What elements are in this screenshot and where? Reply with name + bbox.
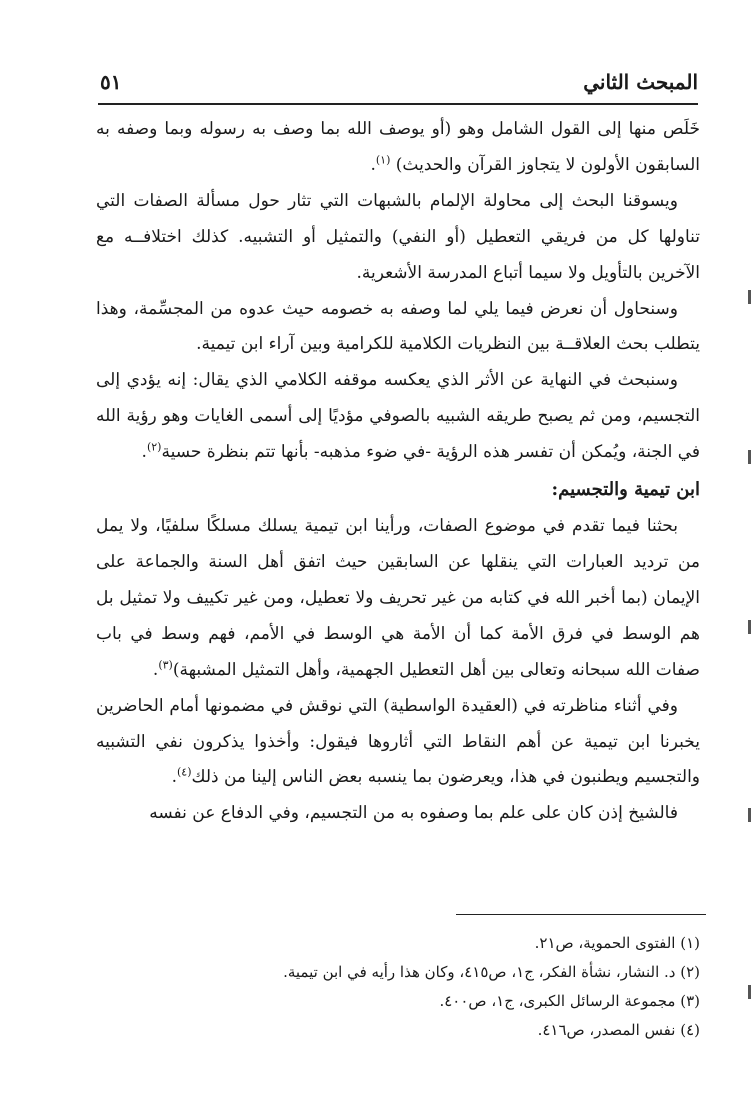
scan-mark (748, 808, 751, 822)
main-text (96, 112, 700, 832)
paragraph-text: وفي أثناء مناظرته في (العقيدة الواسطية) التي نوقش في مضمونها أمام الحاضرين يخبرنا ابن تيمية عن أهم النقاط التي أثاروها فيقول: وأخذوا يذكرون نفي التشبيه والتجسيم ويطنبون في هذا، ويعرضون بما ينسبه بعض الناس إلينا من ذلك (96, 695, 700, 788)
period: . (152, 659, 159, 680)
paragraph (96, 363, 700, 471)
footnote-ref: (٤) (176, 765, 192, 779)
footnote-ref: (١) (375, 153, 391, 167)
paragraph: فالشيخ إذن كان على علم بما وصفوه به من التجسيم، وفي الدفاع عن نفسه (149, 803, 678, 824)
paragraph-text: وسنبحث في النهاية عن الأثر الذي يعكسه موقفه الكلامي الذي يقال: إنه يؤدي إلى التجسيم، ومن ثم يصبح طريقه الشبيه بالصوفي مؤديًا إلى أسمى الغايات وهو رؤية الله في الجنة، ويُمكن أن تفسر هذه الرؤية -في ضوء مذهبه- بأنها تتم بنظرة حسية (96, 370, 700, 463)
paragraph-text: بحثنا فيما تقدم في موضوع الصفات، ورأينا ابن تيمية يسلك مسلكًا سلفيًا، ولا يمل من ترديد العبارات التي ينقلها عن السابقين حيث اتفق أهل السنة والجماعة على الإيمان (بما أخبر الله في كتابه من غير تحريف ولا تعطيل، ومن غير تكييف ولا تمثيل بل هم الوسط في فرق الأمة كما أن الأمة هي الوسط في الأمم، فهم وسط في باب صفات الله سبحانه وتعالى بين أهل التعطيل الجهمية، وأهل التمثيل المشبهة) (96, 516, 700, 680)
footnotes (96, 929, 700, 1045)
footnote-ref: (٢) (146, 440, 162, 454)
scan-mark (748, 620, 751, 634)
period: . (370, 154, 376, 175)
section-title: المبحث الثاني (583, 70, 698, 94)
page-number: ٥١ (100, 70, 122, 94)
footnote-1: (١) الفتوى الحموية، ص٢١. (534, 934, 700, 952)
scan-mark (748, 290, 751, 304)
scan-mark (748, 985, 751, 999)
period: . (171, 767, 177, 788)
footnote-2: (٢) د. النشار، نشأة الفكر، ج١، ص٤١٥، وكان هذا رأيه في ابن تيمية. (283, 963, 700, 981)
paragraph: ويسوقنا البحث إلى محاولة الإلمام بالشبهات التي تثار حول مسألة الصفات التي تناولها كل من فريقي التعطيل (أو النفي) والتمثيل أو التشبيه. كذلك اختلافــه مع الآخرين بالتأويل ولا سيما أتباع المدرسة الأشعرية. (96, 190, 700, 283)
paragraph-text: خَلَص منها إلى القول الشامل وهو (أو يوصف الله بما وصف به رسوله وبما وصفه به السابقون الأولون لا يتجاوز القرآن والحديث) (96, 119, 700, 175)
footnote-3: (٣) مجموعة الرسائل الكبرى، ج١، ص٤٠٠. (439, 992, 700, 1010)
header-rule (98, 103, 698, 105)
paragraph (96, 689, 700, 797)
section-heading: ابن تيمية والتجسيم: (551, 479, 700, 501)
footnote-separator (456, 914, 706, 915)
footnote-ref: (٣) (158, 658, 173, 672)
period: . (141, 442, 147, 463)
paragraph (96, 509, 700, 689)
footnote-4: (٤) نفس المصدر، ص٤١٦. (537, 1021, 700, 1039)
paragraph: وسنحاول أن نعرض فيما يلي لما وصفه به خصومه حيث عدوه من المجسِّمة، وهذا يتطلب بحث العلاقــة بين النظريات الكلامية للكرامية وبين آراء ابن تيمية. (96, 298, 700, 355)
running-header (98, 62, 698, 102)
scan-mark (748, 450, 751, 464)
paragraph (96, 112, 700, 184)
